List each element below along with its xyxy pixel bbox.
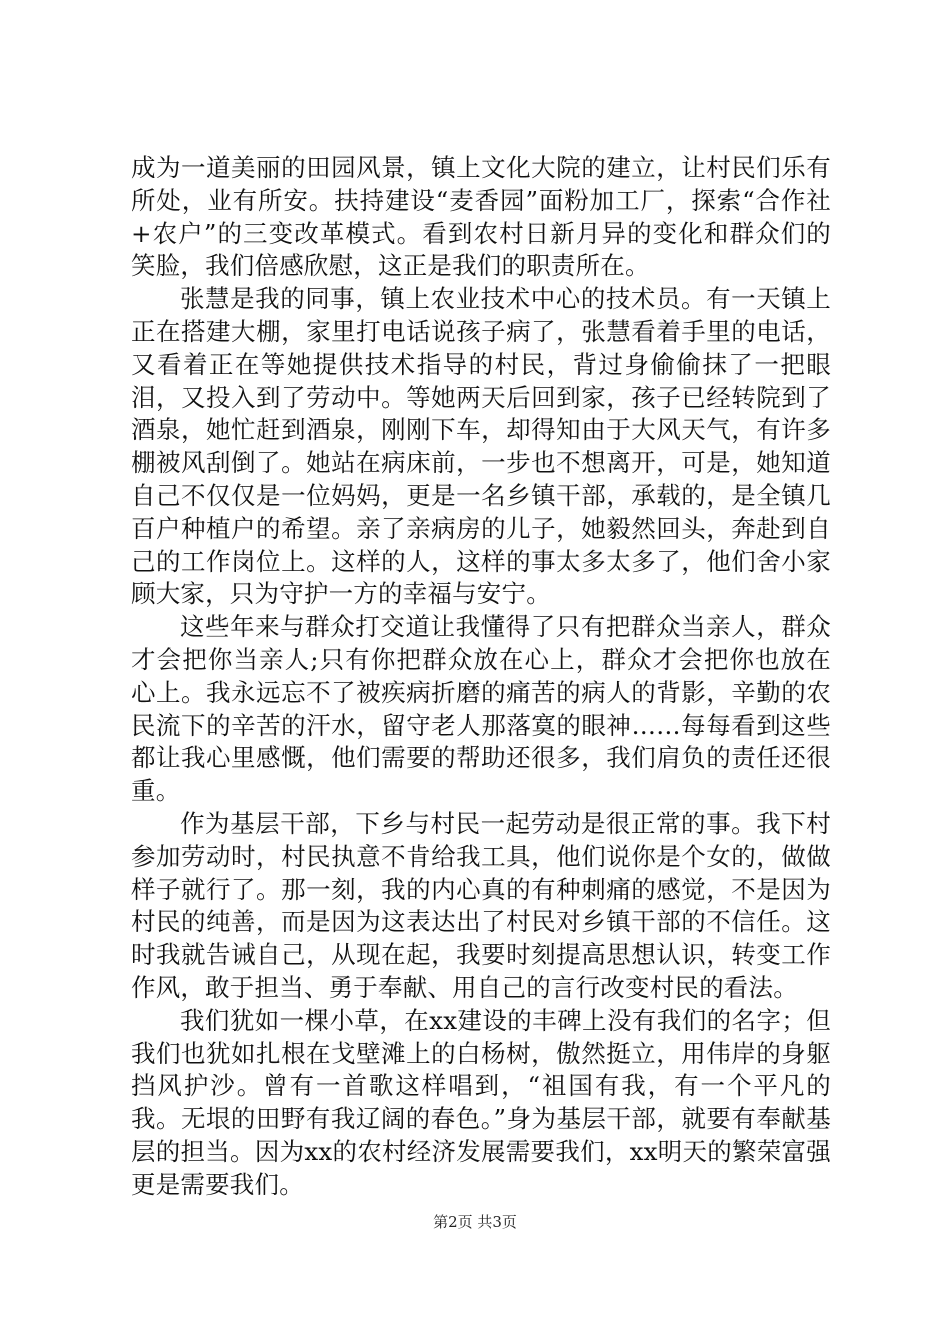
paragraph-2: 张慧是我的同事，镇上农业技术中心的技术员。有一天镇上正在搭建大棚，家里打电话说孩子病了，张慧看着手里的电话，又看着正在等她提供技术指导的村民，背过身偷偷抹了一把眼泪，又投入到了劳动中。等她两天后回到家，孩子已经转院到了酒泉，她忙赶到酒泉，刚刚下车，却得知由于大风天气，有许多棚被风刮倒了。她站在病床前，一步也不想离开，可是，她知道自己不仅仅是一位妈妈，更是一名乡镇干部，承载的，是全镇几百户种植户的希望。亲了亲病房的儿子，她毅然回头，奔赴到自己的工作岗位上。这样的人，这样的事太多太多了，他们舍小家顾大家，只为守护一方的幸福与安宁。 xyxy=(131,284,831,609)
paragraph-3: 这些年来与群众打交道让我懂得了只有把群众当亲人，群众才会把你当亲人;只有你把群众放在心上，群众才会把你也放在心上。我永远忘不了被疾病折磨的痛苦的病人的背影，辛勤的农民流下的辛苦的汗水，留守老人那落寞的眼神……每每看到这些都让我心里感慨，他们需要的帮助还很多，我们肩负的责任还很重。 xyxy=(131,612,831,806)
paragraph-4: 作为基层干部，下乡与村民一起劳动是很正常的事。我下村参加劳动时，村民执意不肯给我工具，他们说你是个女的，做做样子就行了。那一刻，我的内心真的有种刺痛的感觉，不是因为村民的纯善，而是因为这表达出了村民对乡镇干部的不信任。这时我就告诫自己，从现在起，我要时刻提高思想认识，转变工作作风，敢于担当、勇于奉献、用自己的言行改变村民的看法。 xyxy=(131,808,831,1002)
paragraph-1: 成为一道美丽的田园风景，镇上文化大院的建立，让村民们乐有所处，业有所安。扶持建设“麦香园”面粉加工厂，探索“合作社+农户”的三变改革模式。看到农村日新月异的变化和群众们的笑脸，我们倍感欣慰，这正是我们的职责所在。 xyxy=(131,153,831,281)
page-footer: 第2页 共3页 xyxy=(433,1213,517,1231)
paragraph-5: 我们犹如一棵小草，在xx建设的丰碑上没有我们的名字；但我们也犹如扎根在戈壁滩上的白杨树，傲然挺立，用伟岸的身躯挡风护沙。曾有一首歌这样唱到，“祖国有我，有一个平凡的我。无垠的田野有我辽阔的春色。”身为基层干部，就要有奉献基层的担当。因为xx的农村经济发展需要我们，xx明天的繁荣富强更是需要我们。 xyxy=(131,1005,831,1199)
document-body xyxy=(131,152,831,1202)
